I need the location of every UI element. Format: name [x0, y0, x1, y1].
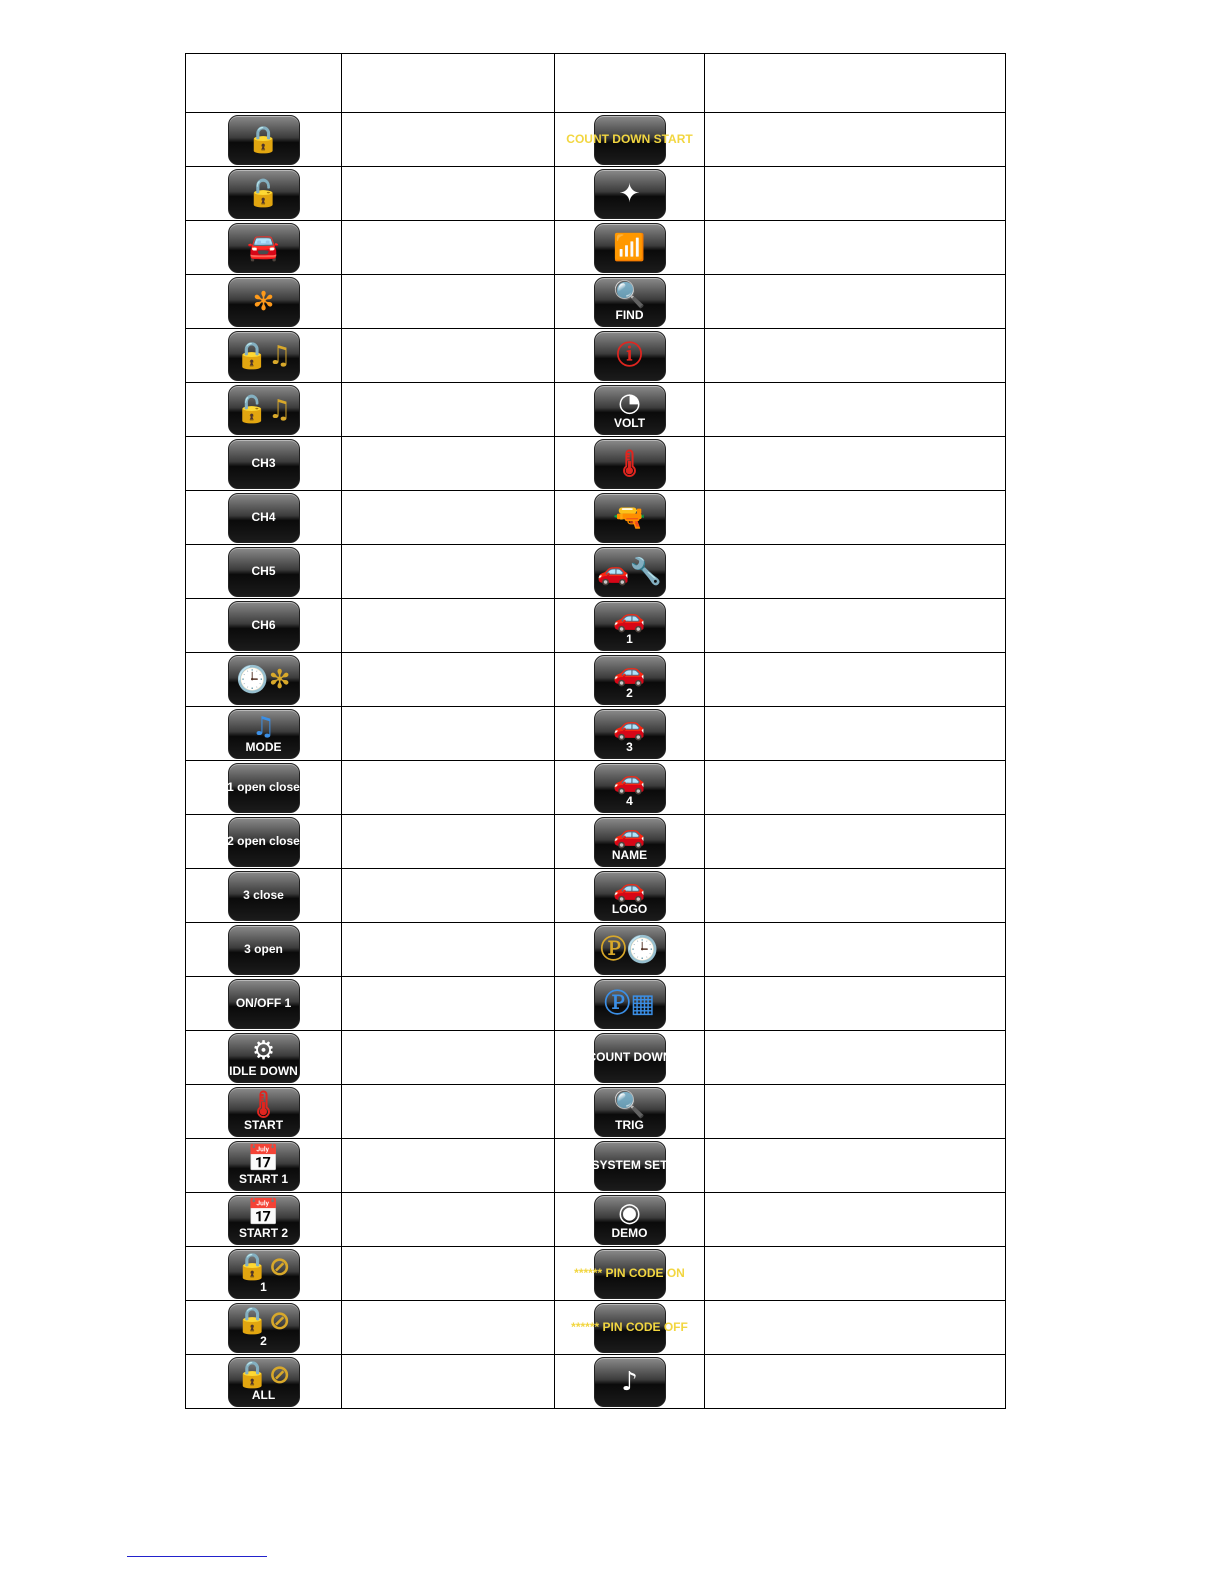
icon-caption: START 2	[238, 1226, 289, 1240]
right-icon-cell	[555, 977, 705, 1031]
table-row	[186, 167, 1006, 221]
garage-1-open-close-icon	[228, 763, 300, 813]
icon-caption: START	[243, 1118, 284, 1132]
left-description-cell	[342, 923, 555, 977]
icon-glyph: 🔒♫	[235, 340, 292, 371]
left-icon-cell	[186, 653, 342, 707]
left-description-cell	[342, 275, 555, 329]
left-description-cell	[342, 869, 555, 923]
right-icon-cell	[555, 1031, 705, 1085]
pin-code-off-icon	[571, 1303, 688, 1353]
header-cell	[705, 54, 1006, 113]
right-description-cell	[705, 977, 1006, 1031]
right-icon-cell	[555, 1247, 705, 1301]
left-icon-cell	[186, 1139, 342, 1193]
left-icon-cell	[186, 761, 342, 815]
right-icon-cell	[555, 1301, 705, 1355]
thermometer-icon	[594, 439, 666, 489]
icon-caption: ALL	[251, 1388, 276, 1402]
left-icon-cell	[186, 815, 342, 869]
icon-caption: TRIG	[615, 1118, 644, 1132]
idle-down-icon	[228, 1033, 300, 1083]
trig-search-icon	[594, 1087, 666, 1137]
icon-glyph: 🚗	[613, 766, 646, 796]
left-icon-cell	[186, 1085, 342, 1139]
table-row	[186, 1139, 1006, 1193]
right-description-cell	[705, 1193, 1006, 1247]
left-icon-cell	[186, 1031, 342, 1085]
left-description-cell	[342, 113, 555, 167]
left-icon-cell	[186, 491, 342, 545]
lock-no-tools-2-icon	[228, 1303, 300, 1353]
icon-glyph: 🔒⊘	[236, 1306, 291, 1336]
icon-glyph: ⓘ	[616, 340, 643, 371]
right-icon-cell	[555, 923, 705, 977]
icon-glyph: 🚗	[613, 874, 646, 904]
right-description-cell	[705, 437, 1006, 491]
icon-caption: MODE	[245, 740, 282, 754]
icon-glyph: 🕒✻	[236, 664, 291, 695]
icon-caption: ****** PIN CODE ON	[574, 1266, 685, 1280]
table-row	[186, 1301, 1006, 1355]
garage-2-open-close-icon	[228, 817, 300, 867]
icon-caption: CH3	[251, 456, 276, 470]
right-description-cell	[705, 1085, 1006, 1139]
left-description-cell	[342, 707, 555, 761]
icon-caption: 3 open	[244, 942, 283, 956]
right-description-cell	[705, 275, 1006, 329]
left-icon-cell	[186, 707, 342, 761]
right-icon-cell	[555, 1355, 705, 1409]
compass-star-icon	[594, 169, 666, 219]
right-description-cell	[705, 545, 1006, 599]
icon-glyph: 🌡	[246, 1090, 280, 1120]
table-row	[186, 977, 1006, 1031]
left-icon-cell	[186, 329, 342, 383]
orange-flower-icon	[228, 277, 300, 327]
right-icon-cell	[555, 707, 705, 761]
right-description-cell	[705, 1247, 1006, 1301]
system-set-icon	[591, 1141, 668, 1191]
left-description-cell	[342, 977, 555, 1031]
lock-no-tools-all-icon	[228, 1357, 300, 1407]
left-description-cell	[342, 329, 555, 383]
right-icon-cell	[555, 329, 705, 383]
right-icon-cell	[555, 491, 705, 545]
left-description-cell	[342, 1085, 555, 1139]
pistol-icon	[594, 493, 666, 543]
icon-glyph: 📅	[247, 1144, 280, 1174]
garage-3-close-icon	[228, 871, 300, 921]
left-icon-cell	[186, 923, 342, 977]
icon-glyph: Ⓟ🕒	[600, 934, 659, 965]
icon-caption: 1	[626, 632, 633, 646]
icon-caption: START 1	[238, 1172, 289, 1186]
table-row	[186, 1085, 1006, 1139]
table-row	[186, 1247, 1006, 1301]
countdown-start-icon	[566, 115, 693, 165]
table-header-row	[186, 54, 1006, 113]
icon-caption: DEMO	[611, 1226, 648, 1240]
table-row	[186, 869, 1006, 923]
padlock-unlocked-icon	[228, 169, 300, 219]
right-icon-cell	[555, 815, 705, 869]
icon-glyph: 🔒⊘	[236, 1360, 291, 1390]
car-logo-icon	[594, 871, 666, 921]
icon-caption: 4	[626, 794, 633, 808]
icon-caption: VOLT	[613, 416, 646, 430]
right-icon-cell	[555, 653, 705, 707]
car-4-icon	[594, 763, 666, 813]
right-icon-cell	[555, 113, 705, 167]
calendar-start-1-icon	[228, 1141, 300, 1191]
left-icon-cell	[186, 167, 342, 221]
left-description-cell	[342, 491, 555, 545]
parking-clock-icon	[594, 925, 666, 975]
garage-3-open-icon	[228, 925, 300, 975]
left-description-cell	[342, 167, 555, 221]
demo-disc-icon	[594, 1195, 666, 1245]
table-row	[186, 113, 1006, 167]
icon-glyph: ⚙	[251, 1036, 276, 1066]
icon-caption: FIND	[615, 308, 644, 322]
icon-caption: COUNT DOWN START	[566, 132, 693, 146]
right-description-cell	[705, 1139, 1006, 1193]
right-description-cell	[705, 707, 1006, 761]
right-description-cell	[705, 653, 1006, 707]
table-row	[186, 275, 1006, 329]
icon-glyph: 🚗	[613, 820, 646, 850]
icon-caption: ON/OFF 1	[235, 996, 292, 1010]
padlock-locked-icon	[228, 115, 300, 165]
icon-glyph: 🌡	[612, 448, 646, 479]
left-icon-cell	[186, 869, 342, 923]
lock-mute-music-icon	[228, 331, 300, 381]
icon-glyph: ♫	[251, 712, 276, 742]
thermometer-start-icon	[228, 1087, 300, 1137]
right-description-cell	[705, 491, 1006, 545]
channel-4-icon	[228, 493, 300, 543]
info-icon	[594, 331, 666, 381]
parking-map-icon	[594, 979, 666, 1029]
left-icon-cell	[186, 383, 342, 437]
right-description-cell	[705, 599, 1006, 653]
icon-glyph: 🔍	[613, 1090, 646, 1120]
right-icon-cell	[555, 1139, 705, 1193]
right-icon-cell	[555, 761, 705, 815]
right-description-cell	[705, 221, 1006, 275]
right-description-cell	[705, 923, 1006, 977]
table-row	[186, 437, 1006, 491]
right-description-cell	[705, 167, 1006, 221]
right-description-cell	[705, 383, 1006, 437]
right-description-cell	[705, 869, 1006, 923]
left-description-cell	[342, 437, 555, 491]
car-tools-icon	[594, 547, 666, 597]
icon-caption: 1	[260, 1280, 267, 1294]
icon-caption: LOGO	[611, 902, 648, 916]
car-trunk-icon	[228, 223, 300, 273]
icon-caption: 1 open close	[227, 780, 300, 794]
icon-caption: 2	[260, 1334, 267, 1348]
left-description-cell	[342, 221, 555, 275]
left-description-cell	[342, 1355, 555, 1409]
icon-glyph: 🚗	[613, 658, 646, 688]
icon-glyph: ◔	[618, 388, 641, 418]
left-description-cell	[342, 653, 555, 707]
left-icon-cell	[186, 275, 342, 329]
sound-vibration-icon	[594, 1357, 666, 1407]
right-icon-cell	[555, 167, 705, 221]
header-cell	[342, 54, 555, 113]
icon-caption: 3 close	[243, 888, 284, 902]
channel-6-icon	[228, 601, 300, 651]
clock-arrow-flower-icon	[228, 655, 300, 705]
right-description-cell	[705, 329, 1006, 383]
countdown-icon	[587, 1033, 672, 1083]
icon-glyph: 🔫	[613, 502, 646, 533]
right-description-cell	[705, 761, 1006, 815]
left-description-cell	[342, 761, 555, 815]
icon-glyph: ◉	[618, 1198, 641, 1228]
table-row	[186, 761, 1006, 815]
car-2-icon	[594, 655, 666, 705]
icon-glyph: 📅	[247, 1198, 280, 1228]
icon-caption: 2 open close	[227, 834, 300, 848]
right-icon-cell	[555, 383, 705, 437]
right-description-cell	[705, 113, 1006, 167]
left-icon-cell	[186, 1301, 342, 1355]
left-icon-cell	[186, 113, 342, 167]
icon-glyph: 🚗	[613, 604, 646, 634]
table-row	[186, 383, 1006, 437]
icon-glyph: Ⓟ▦	[604, 988, 655, 1019]
icon-glyph: 🔓♫	[235, 394, 292, 425]
left-description-cell	[342, 1301, 555, 1355]
right-icon-cell	[555, 221, 705, 275]
left-icon-cell	[186, 545, 342, 599]
right-icon-cell	[555, 599, 705, 653]
car-1-icon	[594, 601, 666, 651]
icon-glyph: 🚗	[613, 712, 646, 742]
left-description-cell	[342, 599, 555, 653]
right-icon-cell	[555, 275, 705, 329]
icon-glyph: 🔒	[247, 124, 280, 155]
icon-glyph: 🔍	[613, 280, 646, 310]
icon-reference-table	[185, 53, 1006, 1409]
table-row	[186, 1193, 1006, 1247]
icon-caption: ****** PIN CODE OFF	[571, 1320, 688, 1334]
table-row	[186, 1031, 1006, 1085]
left-icon-cell	[186, 977, 342, 1031]
right-description-cell	[705, 815, 1006, 869]
right-icon-cell	[555, 1085, 705, 1139]
left-icon-cell	[186, 1355, 342, 1409]
car-3-icon	[594, 709, 666, 759]
right-icon-cell	[555, 1193, 705, 1247]
lock-no-tools-1-icon	[228, 1249, 300, 1299]
right-icon-cell	[555, 437, 705, 491]
left-icon-cell	[186, 599, 342, 653]
table-row	[186, 221, 1006, 275]
header-cell	[186, 54, 342, 113]
right-icon-cell	[555, 869, 705, 923]
icon-caption: 2	[626, 686, 633, 700]
icon-caption: SYSTEM SET	[591, 1158, 668, 1172]
left-description-cell	[342, 1139, 555, 1193]
table-row	[186, 599, 1006, 653]
table-row	[186, 1355, 1006, 1409]
calendar-start-2-icon	[228, 1195, 300, 1245]
icon-glyph: ♪	[621, 1366, 638, 1397]
left-description-cell	[342, 1193, 555, 1247]
header-cell	[555, 54, 705, 113]
left-description-cell	[342, 1247, 555, 1301]
remote-signal-icon	[594, 223, 666, 273]
on-off-1-icon	[228, 979, 300, 1029]
music-mode-icon	[228, 709, 300, 759]
icon-caption: CH4	[251, 510, 276, 524]
left-icon-cell	[186, 437, 342, 491]
find-icon	[594, 277, 666, 327]
right-icon-cell	[555, 545, 705, 599]
table-row	[186, 923, 1006, 977]
icon-glyph: ✦	[618, 178, 641, 209]
icon-caption: COUNT DOWN	[587, 1050, 672, 1064]
icon-glyph: ✻	[252, 286, 275, 317]
channel-3-icon	[228, 439, 300, 489]
table-row	[186, 329, 1006, 383]
left-icon-cell	[186, 221, 342, 275]
left-description-cell	[342, 1031, 555, 1085]
channel-5-icon	[228, 547, 300, 597]
left-description-cell	[342, 383, 555, 437]
left-icon-cell	[186, 1247, 342, 1301]
table-row	[186, 653, 1006, 707]
table-row	[186, 707, 1006, 761]
unlock-mute-music-icon	[228, 385, 300, 435]
right-description-cell	[705, 1031, 1006, 1085]
volt-gauge-icon	[594, 385, 666, 435]
icon-caption: 3	[626, 740, 633, 754]
left-icon-cell	[186, 1193, 342, 1247]
right-description-cell	[705, 1355, 1006, 1409]
icon-glyph: 🔒⊘	[236, 1252, 291, 1282]
pin-code-on-icon	[574, 1249, 685, 1299]
table-row	[186, 545, 1006, 599]
icon-caption: IDLE DOWN	[229, 1064, 298, 1078]
icon-caption: CH5	[251, 564, 276, 578]
icon-caption: CH6	[251, 618, 276, 632]
table-row	[186, 491, 1006, 545]
icon-glyph: 🚘	[247, 232, 280, 263]
icon-glyph: 🚗🔧	[597, 556, 662, 587]
table-row	[186, 815, 1006, 869]
icon-caption: NAME	[611, 848, 648, 862]
right-description-cell	[705, 1301, 1006, 1355]
footnote-separator	[127, 1556, 267, 1557]
left-description-cell	[342, 815, 555, 869]
car-name-icon	[594, 817, 666, 867]
icon-glyph: 📶	[613, 232, 646, 263]
left-description-cell	[342, 545, 555, 599]
icon-glyph: 🔓	[247, 178, 280, 209]
